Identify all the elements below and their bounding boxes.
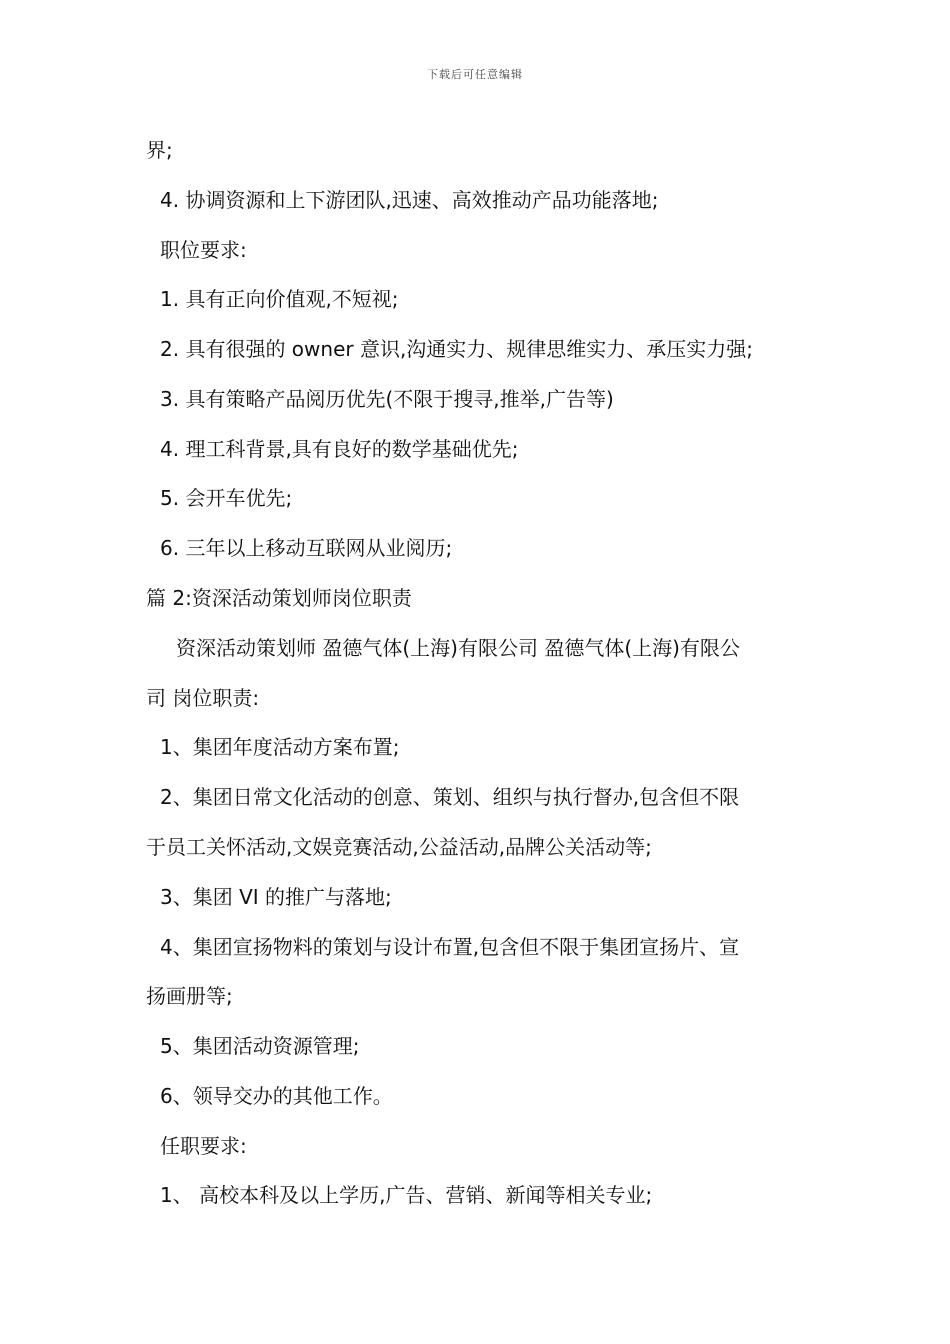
text-line: 司 岗位职责: [146, 686, 260, 710]
text-line: 职位要求: [160, 238, 247, 262]
text-line: 5. 会开车优先; [160, 486, 293, 510]
text-line: 于员工关怀活动,文娱竞赛活动,公益活动,品牌公关活动等; [146, 835, 652, 859]
text-line: 3. 具有策略产品阅历优先(不限于搜寻,推举,广告等) [160, 387, 614, 411]
text-line: 5、集团活动资源管理; [160, 1034, 360, 1058]
text-line: 任职要求: [160, 1134, 247, 1158]
text-line: 3、集团 VI 的推广与落地; [160, 885, 392, 909]
text-line: 扬画册等; [146, 984, 233, 1008]
text-line: 1、 高校本科及以上学历,广告、营销、新闻等相关专业; [160, 1183, 653, 1207]
text-line: 4. 理工科背景,具有良好的数学基础优先; [160, 437, 519, 461]
text-line: 资深活动策划师 盈德气体(上海)有限公司 盈德气体(上海)有限公 [176, 636, 740, 660]
text-line: 4. 协调资源和上下游团队,迅速、高效推动产品功能落地; [160, 188, 659, 212]
text-line: 2. 具有很强的 owner 意识,沟通实力、规律思维实力、承压实力强; [160, 337, 754, 361]
text-line: 6. 三年以上移动互联网从业阅历; [160, 536, 453, 560]
text-line: 2、集团日常文化活动的创意、策划、组织与执行督办,包含但不限 [160, 785, 740, 809]
text-line: 4、集团宣扬物料的策划与设计布置,包含但不限于集团宣扬片、宣 [160, 935, 740, 959]
text-line: 界; [146, 138, 173, 162]
section-heading: 篇 2:资深活动策划师岗位职责 [146, 586, 412, 610]
text-line: 6、领导交办的其他工作。 [160, 1084, 393, 1108]
page-header: 下载后可任意编辑 [427, 68, 523, 81]
text-line: 1. 具有正向价值观,不短视; [160, 287, 399, 311]
text-line: 1、集团年度活动方案布置; [160, 735, 400, 759]
